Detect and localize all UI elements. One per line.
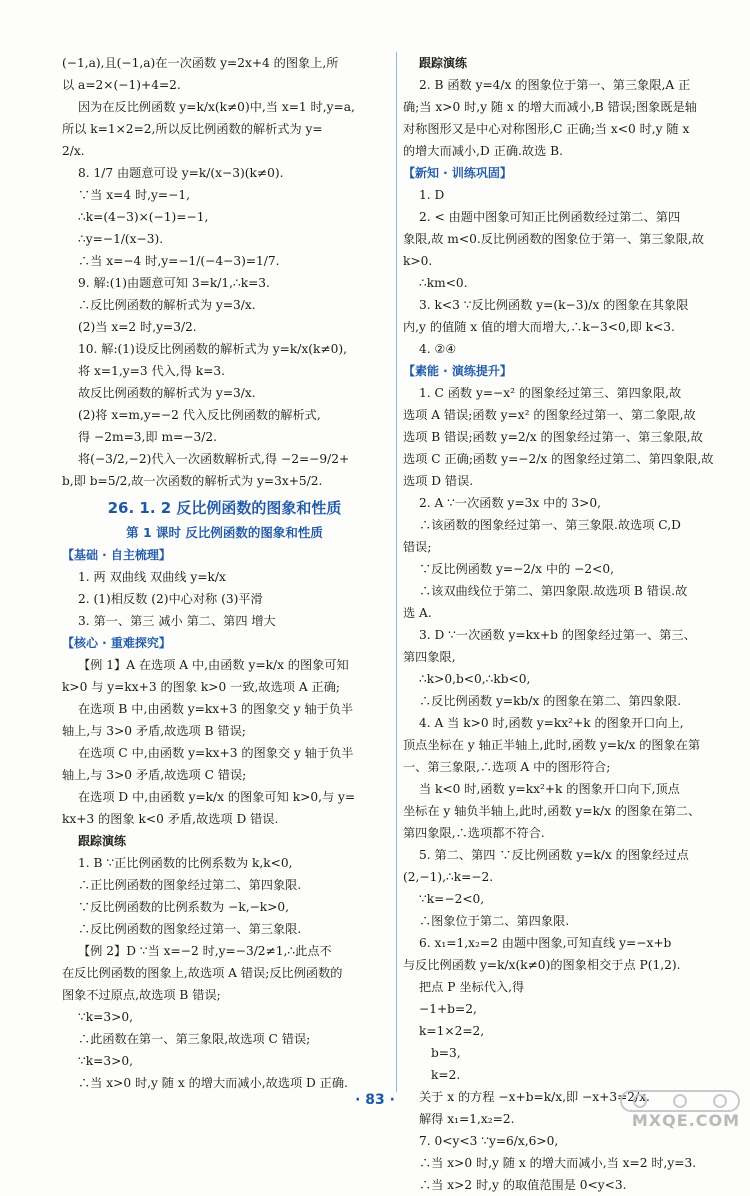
text-line: kx+3 的图象 k<0 矛盾,故选项 D 错误. bbox=[62, 812, 279, 826]
new-knowledge-tag: 【新知 · 训练巩固】 bbox=[403, 166, 512, 180]
text-line: 对称图形又是中心对称图形,C 正确;当 x<0 时,y 随 x bbox=[403, 122, 690, 136]
text-line: ∵反比例函数的比例系数为 −k,−k>0, bbox=[78, 900, 290, 914]
text-line: k>0 与 y=kx+3 的图象 k>0 一致,故选项 A 正确; bbox=[62, 680, 340, 694]
text-line: ∴该双曲线位于第二、第四象限.故选项 B 错误.故 bbox=[419, 584, 688, 598]
text-line: (2,−1),∴k=−2. bbox=[403, 870, 494, 884]
text-line: 在反比例函数的图象上,故选项 A 错误;反比例函数的 bbox=[62, 966, 343, 980]
watermark bbox=[604, 1090, 744, 1130]
text-line: 内,y 的值随 x 值的增大而增大,∴k−3<0,即 k<3. bbox=[403, 320, 675, 334]
text-line: ∵k=3>0, bbox=[78, 1054, 133, 1068]
equation-system-line: −1+b=2, bbox=[419, 1002, 477, 1016]
text-line: ∴图象位于第二、第四象限. bbox=[419, 914, 570, 928]
text-line: 因为在反比例函数 y=k/x(k≠0)中,当 x=1 时,y=a, bbox=[78, 100, 355, 114]
text-line: 当 k<0 时,函数 y=kx²+k 的图象开口向下,顶点 bbox=[419, 782, 680, 796]
text-line: 在选项 B 中,由函数 y=kx+3 的图象交 y 轴于负半 bbox=[78, 702, 354, 716]
text-line: 4. A 当 k>0 时,函数 y=kx²+k 的图象开口向上, bbox=[419, 716, 684, 730]
section-title: 26. 1. 2 反比例函数的图象和性质 bbox=[107, 499, 342, 517]
text-line: 3. D ∵一次函数 y=kx+b 的图象经过第一、第三、 bbox=[419, 628, 696, 642]
text-line: 把点 P 坐标代入,得 bbox=[419, 980, 525, 994]
basics-tag: 【基础 · 自主梳理】 bbox=[62, 548, 171, 562]
text-line: 将 x=1,y=3 代入,得 k=3. bbox=[78, 364, 226, 378]
text-line: ∴此函数在第一、第三象限,故选项 C 错误; bbox=[78, 1032, 311, 1046]
text-line: ∴反比例函数 y=kb/x 的图象在第二、第四象限. bbox=[419, 694, 682, 708]
text-line: 第四象限,∴选项都不符合. bbox=[403, 826, 545, 840]
text-line: 故反比例函数的解析式为 y=3/x. bbox=[78, 386, 256, 400]
core-tag: 【核心 · 重难探究】 bbox=[62, 636, 171, 650]
text-line: ∴该函数的图象经过第一、第三象限.故选项 C,D bbox=[419, 518, 681, 532]
follow-practice-heading: 跟踪演练 bbox=[419, 56, 468, 70]
text-line: 将(−3/2,−2)代入一次函数解析式,得 −2=−9/2+ bbox=[78, 452, 350, 466]
text-line: 解得 x₁=1,x₂=2. bbox=[419, 1112, 515, 1126]
text-line: 在选项 D 中,由函数 y=k/x 的图象可知 k>0,与 y= bbox=[78, 790, 356, 804]
text-line: 选项 D 错误. bbox=[403, 474, 474, 488]
text-line: 3. k<3 ∵反比例函数 y=(k−3)/x 的图象在其象限 bbox=[419, 298, 689, 312]
text-line: 7. 0<y<3 ∵y=6/x,6>0, bbox=[419, 1134, 559, 1148]
text-line: 坐标在 y 轴负半轴上,此时,函数 y=k/x 的图象在第二、 bbox=[403, 804, 701, 818]
text-line: ∴k>0,b<0,∴kb<0, bbox=[419, 672, 531, 686]
watermark-url: MXQE.COM bbox=[631, 1111, 740, 1130]
column-divider bbox=[396, 52, 397, 1092]
text-line: ∵k=−2<0, bbox=[419, 892, 485, 906]
text-line: 3. 第一、第三 减小 第二、第四 增大 bbox=[78, 614, 276, 628]
text-line: ∴k=(4−3)×(−1)=−1, bbox=[78, 210, 209, 224]
text-line: 在选项 C 中,由函数 y=kx+3 的图象交 y 轴于负半 bbox=[78, 746, 354, 760]
text-line: 与反比例函数 y=k/x(k≠0)的图象相交于点 P(1,2). bbox=[403, 958, 681, 972]
page-number: · 83 · bbox=[355, 1092, 395, 1108]
example-2: 【例 2】D ∵当 x=−2 时,y=−3/2≠1,∴此点不 bbox=[78, 944, 332, 958]
equation-system-line: k=2. bbox=[431, 1068, 461, 1082]
text-line: 选项 A 错误;函数 y=x² 的图象经过第一、第二象限,故 bbox=[403, 408, 696, 422]
text-line: 关于 x 的方程 −x+b=k/x,即 −x+3=2/x. bbox=[419, 1090, 650, 1104]
text-line: 2. B 函数 y=4/x 的图象位于第一、第三象限,A 正 bbox=[419, 78, 691, 92]
text-line: 2. < 由题中图象可知正比例函数经过第二、第四 bbox=[419, 210, 681, 224]
text-line: ∵当 x=4 时,y=−1, bbox=[78, 188, 190, 202]
text-line: ∴当 x>0 时,y 随 x 的增大而减小,当 x=2 时,y=3. bbox=[419, 1156, 697, 1170]
text-line: 一、第三象限,∴选项 A 中的图形符合; bbox=[403, 760, 611, 774]
text-line: 2. (1)相反数 (2)中心对称 (3)平滑 bbox=[78, 592, 263, 606]
text-line: 图象不过原点,故选项 B 错误; bbox=[62, 988, 221, 1002]
literacy-tag: 【素能 · 演练提升】 bbox=[403, 364, 512, 378]
text-line: 顶点坐标在 y 轴正半轴上,此时,函数 y=k/x 的图象在第 bbox=[403, 738, 701, 752]
text-line: 以 a=2×(−1)+4=2. bbox=[62, 78, 181, 92]
follow-practice-heading: 跟踪演练 bbox=[78, 834, 127, 848]
text-line: 4. ②④ bbox=[419, 342, 457, 356]
text-line: ∴正比例函数的图象经过第二、第四象限. bbox=[78, 878, 302, 892]
example-1: 【例 1】A 在选项 A 中,由函数 y=k/x 的图象可知 bbox=[78, 658, 349, 672]
text-line: 所以 k=1×2=2,所以反比例函数的解析式为 y= bbox=[62, 122, 323, 136]
text-line: ∵k=3>0, bbox=[78, 1010, 133, 1024]
text-line: (2)将 x=m,y=−2 代入反比例函数的解析式, bbox=[78, 408, 321, 422]
lesson-title: 第 1 课时 反比例函数的图象和性质 bbox=[126, 525, 323, 540]
text-line: 1. D bbox=[419, 188, 445, 202]
text-line: ∴反比例函数的图象经过第一、第三象限. bbox=[78, 922, 302, 936]
equation-system-line: b=3, bbox=[431, 1046, 461, 1060]
text-line: 选项 C 正确;函数 y=−2/x 的图象经过第二、第四象限,故 bbox=[403, 452, 714, 466]
text-line: ∵反比例函数 y=−2/x 中的 −2<0, bbox=[419, 562, 614, 576]
text-line: ∴当 x>0 时,y 随 x 的增大而减小,故选项 D 正确. bbox=[78, 1076, 348, 1090]
text-line: b,即 b=5/2,故一次函数的解析式为 y=3x+5/2. bbox=[62, 474, 323, 488]
text-line: 的增大而减小,D 正确.故选 B. bbox=[403, 144, 563, 158]
question-10-answer: 10. 解:(1)设反比例函数的解析式为 y=k/x(k≠0), bbox=[78, 342, 347, 356]
text-line: 2. A ∵一次函数 y=3x 中的 3>0, bbox=[419, 496, 601, 510]
text-line: 确;当 x>0 时,y 随 x 的增大而减小,B 错误;图象既是轴 bbox=[403, 100, 697, 114]
text-line: ∴y=−1/(x−3). bbox=[78, 232, 164, 246]
text-line: 轴上,与 3>0 矛盾,故选项 C 错误; bbox=[62, 768, 247, 782]
text-line: 1. B ∵正比例函数的比例系数为 k,k<0, bbox=[78, 856, 293, 870]
text-line: 2/x. bbox=[62, 144, 85, 158]
equation-system-line: k=1×2=2, bbox=[419, 1024, 485, 1038]
text-line: k>0. bbox=[403, 254, 433, 268]
text-line: 1. C 函数 y=−x² 的图象经过第三、第四象限,故 bbox=[419, 386, 682, 400]
question-8-answer: 8. 1/7 由题意可设 y=k/(x−3)(k≠0). bbox=[78, 166, 284, 180]
text-line: 1. 两 双曲线 双曲线 y=k/x bbox=[78, 570, 226, 584]
text-line: (−1,a),且(−1,a)在一次函数 y=2x+4 的图象上,所 bbox=[62, 56, 339, 70]
question-9-answer: 9. 解:(1)由题意可知 3=k/1,∴k=3. bbox=[78, 276, 270, 290]
text-line: 5. 第二、第四 ∵反比例函数 y=k/x 的图象经过点 bbox=[419, 848, 689, 862]
text-line: (2)当 x=2 时,y=3/2. bbox=[78, 320, 197, 334]
watermark-logo-icon bbox=[620, 1090, 740, 1112]
text-line: ∴km<0. bbox=[419, 276, 468, 290]
text-line: ∴当 x>2 时,y 的取值范围是 0<y<3. bbox=[419, 1178, 627, 1192]
text-line: 错误; bbox=[403, 540, 432, 554]
left-column bbox=[62, 52, 387, 1094]
right-column bbox=[403, 52, 731, 1196]
text-line: 象限,故 m<0.反比例函数的图象位于第一、第三象限,故 bbox=[403, 232, 704, 246]
text-line: 选项 B 错误;函数 y=2/x 的图象经过第一、第三象限,故 bbox=[403, 430, 703, 444]
text-line: 得 −2m=3,即 m=−3/2. bbox=[78, 430, 217, 444]
text-line: 6. x₁=1,x₂=2 由题中图象,可知直线 y=−x+b bbox=[419, 936, 672, 950]
text-line: ∴当 x=−4 时,y=−1/(−4−3)=1/7. bbox=[78, 254, 280, 268]
text-line: 第四象限, bbox=[403, 650, 456, 664]
text-line: 选 A. bbox=[403, 606, 432, 620]
text-line: ∴反比例函数的解析式为 y=3/x. bbox=[78, 298, 256, 312]
text-line: 轴上,与 3>0 矛盾,故选项 B 错误; bbox=[62, 724, 246, 738]
